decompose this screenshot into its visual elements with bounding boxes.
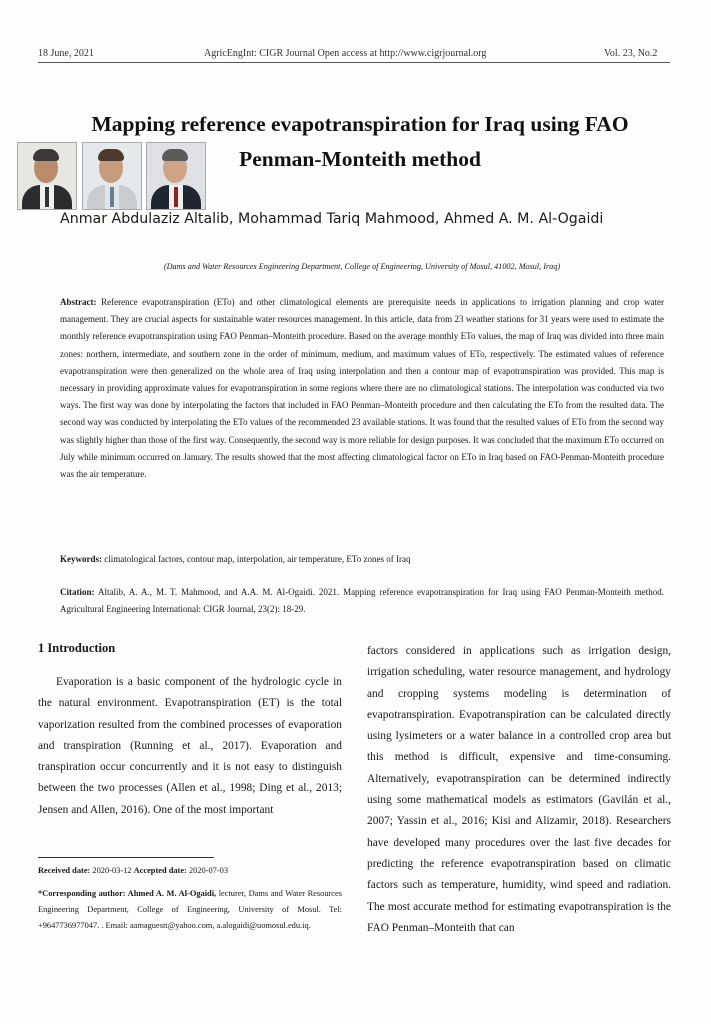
author-photo-1 xyxy=(17,142,77,210)
intro-paragraph-left: Evaporation is a basic component of the hydrologic cycle in the natural environment. Evapotranspiration (ET) is the total vaporization resulted from the combined processes of evaporation and transpiration (Running et al., 2017). Evaporation and transpiration occur concurrently and it is not easy to distinguish between the two processes (Allen et al., 1998; Ding et al., 2013; Jensen and Allen, 2016). One of the most important xyxy=(38,676,342,816)
author-photo-2 xyxy=(82,142,142,210)
section-heading-introduction: 1 Introduction xyxy=(38,641,116,655)
running-header-left: 18 June, 2021 xyxy=(38,48,94,59)
author-photo-3 xyxy=(146,142,206,210)
citation-label: Citation: xyxy=(60,587,95,597)
affiliation: (Dams and Water Resources Engineering Department, College of Engineering, University of Mosul, 41002, Mosul, Iraq) xyxy=(163,262,561,271)
corresponding-author-footnote xyxy=(38,886,342,934)
abstract-label: Abstract: xyxy=(60,297,97,307)
keywords-label: Keywords: xyxy=(60,554,102,564)
running-header-right: Vol. 23, No.2 xyxy=(604,48,658,59)
accepted-label: Accepted date: xyxy=(133,866,187,875)
received-date: 2020-03-12 xyxy=(90,866,134,875)
paper-title-line-1: Mapping reference evapotranspiration for Iraq using FAO xyxy=(91,112,629,136)
intro-paragraph-right: factors considered in applications such as irrigation design, irrigation scheduling, water resource management, and hydrology and cropping systems modeling is determination of evapotranspiration. Evapotranspiration can be calculated directly using lysimeters or a water balance in a controlled crop area but this method is difficult, expensive and time-consuming. Alternatively, evapotranspiration can be determined indirectly using some mathematical models as estimators (Gavilán et al., 2007; Yassin et al., 2016; Kisi and Alizamir, 2018). Researchers have developed many procedures over the last five decades for predicting the reference evapotranspiration based on climatic factors such as temperature, humidity, wind speed and radiation. The most accurate method for estimating evapotranspiration is the FAO Penman–Monteith that can xyxy=(367,645,671,934)
received-label: Received date: xyxy=(38,866,91,875)
corresponding-author-text: lecturer, Dams and Water Resources Engineering Department, College of Engineering, University of Mosul. Tel: +9647736977047. . Email: aamaguestt@yahoo.com, a.alogaidi@uomosul.edu.iq. xyxy=(38,889,342,930)
header-rule xyxy=(38,62,670,63)
citation-text: Altalib, A. A., M. T. Mahmood, and A.A. M. Al-Ogaidi. 2021. Mapping reference evapotranspiration for Iraq using FAO Penman-Monteith method. Agricultural Engineering International: CIGR Journal, 23(2): 18-29. xyxy=(60,587,664,615)
abstract xyxy=(60,294,664,483)
running-header-center: AgricEngInt: CIGR Journal Open access at http://www.cigrjournal.org xyxy=(204,48,487,59)
paper-title-line-2: Penman-Monteith method xyxy=(239,147,481,171)
keywords-text: climatological factors, contour map, interpolation, air temperature, ETo zones of Iraq xyxy=(102,554,411,564)
accepted-date: 2020-07-03 xyxy=(186,866,229,875)
footnote-rule xyxy=(38,857,214,858)
dates-footnote xyxy=(38,866,342,875)
author-list: Anmar Abdulaziz Altalib, Mohammad Tariq Mahmood, Ahmed A. M. Al-Ogaidi xyxy=(60,211,604,227)
keywords xyxy=(60,554,664,564)
corresponding-author-label: *Corresponding author: Ahmed A. M. Al-Ogaidi, xyxy=(38,889,217,898)
abstract-text: Reference evapotranspiration (ETo) and other climatological elements are prerequisite needs in applications to irrigation planning and crop water management. They are crucial aspects for sustainable water resources management. In this article, data from 23 weather stations for 31 years were used to estimate the monthly reference evapotranspiration using FAO Penman–Monteith procedure. Based on the average monthly ETo values, the map of Iraq was divided into three main zones: northern, intermediate, and southern zone in the order of minimum, medium, and maximum values of ETo, respectively. The estimated values of reference evapotranspiration were then generalized on the whole area of Iraq using interpolation and then a contour map of evapotranspiration was provided. This map is necessary in providing approximate values for evapotranspiration in some regions where there are no climatological stations. The interpolation was conducted via two ways. The first way was done by interpolating the factors that included in FAO Penman–Monteith procedure and then calculating the ETo from the resulted data. The second way was conducted by interpolating the ETo values of the recommended 23 available stations. It was found that the resulted values of ETo from the second way was slightly higher than those of the first way. Consequently, the second way is more reliable for design purposes. It was concluded that the maximum ETo occurred on July while minimum occurred on January. The results showed that the most affecting climatological factor on ETo in Iraq based on FAO-Penman-Monteith procedure was the air temperature. xyxy=(60,297,664,480)
citation xyxy=(60,584,664,618)
